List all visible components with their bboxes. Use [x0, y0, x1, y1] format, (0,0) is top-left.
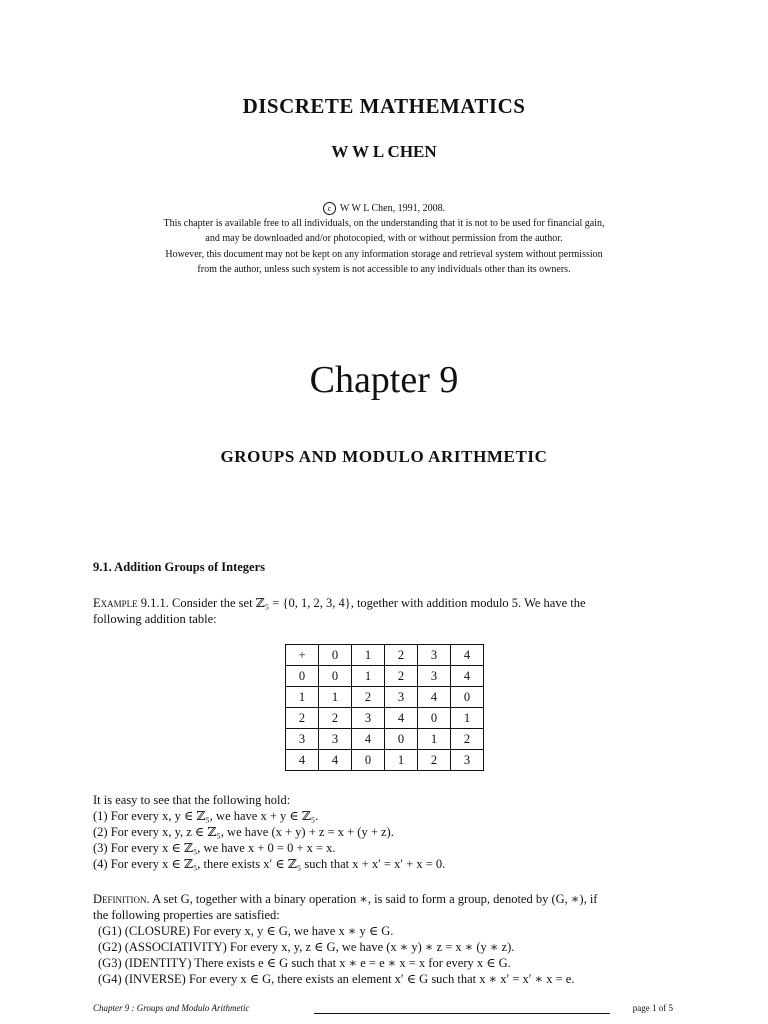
- table-cell: 2: [319, 708, 352, 729]
- table-cell: 3: [385, 687, 418, 708]
- table-cell: 0: [286, 666, 319, 687]
- definition-paragraph: [93, 891, 683, 923]
- table-header-row: [286, 645, 484, 666]
- table-cell: 3: [418, 666, 451, 687]
- chapter-label: Chapter 9: [309, 359, 459, 401]
- copyright-text: W W L Chen, 1991, 2008.: [339, 202, 446, 214]
- list-item: (G3) (IDENTITY) There exists e ∈ G such that x ∗ e = e ∗ x = x for every x ∈ G.: [98, 956, 511, 970]
- table-cell: 1: [385, 750, 418, 771]
- example-text-line1: Consider the set ℤ₅ = {0, 1, 2, 3, 4}, together with addition modulo 5. We have the: [172, 596, 586, 610]
- table-cell: 4: [352, 729, 385, 750]
- definition-text-line2: the following properties are satisfied:: [93, 908, 280, 922]
- table-cell: 4: [286, 750, 319, 771]
- footer-chapter-title: Chapter 9 : Groups and Modulo Arithmetic: [93, 1003, 250, 1013]
- page-number: page 1 of 5: [632, 1003, 673, 1013]
- properties-list: [93, 792, 445, 872]
- table-cell: 4: [319, 750, 352, 771]
- table-cell: 3: [451, 750, 484, 771]
- table-cell: 0: [385, 729, 418, 750]
- table-cell: 4: [385, 708, 418, 729]
- table-row: [286, 729, 484, 750]
- list-item: (G1) (CLOSURE) For every x, y ∈ G, we have x ∗ y ∈ G.: [98, 924, 394, 938]
- table-cell: 2: [352, 687, 385, 708]
- notice-line: and may be downloaded and/or photocopied, with or without permission from the author.: [205, 233, 563, 245]
- license-notice: [0, 216, 768, 277]
- table-cell: 3: [286, 729, 319, 750]
- example-paragraph: [93, 595, 683, 627]
- addition-table: [285, 644, 484, 771]
- definition-text-line1: A set G, together with a binary operation ∗, is said to form a group, denoted by (G, ∗), if: [152, 892, 598, 906]
- book-title: DISCRETE MATHEMATICS: [242, 94, 526, 118]
- table-cell: 2: [385, 666, 418, 687]
- author-name: W W L CHEN: [331, 142, 437, 161]
- table-cell: 0: [319, 666, 352, 687]
- example-label: Example 9.1.1.: [93, 596, 169, 610]
- list-item: (3) For every x ∈ ℤ₅, we have x + 0 = 0 + x = x.: [93, 841, 336, 855]
- copyright-line: [0, 202, 768, 215]
- section-heading: 9.1. Addition Groups of Integers: [93, 560, 266, 574]
- group-axioms-list: [98, 923, 574, 987]
- definition-label: Definition.: [93, 892, 150, 906]
- notice-line: However, this document may not be kept on any information storage and retrieval system without permission: [165, 248, 603, 260]
- list-item: (G2) (ASSOCIATIVITY) For every x, y, z ∈ G, we have (x ∗ y) ∗ z = x ∗ (y ∗ z).: [98, 940, 515, 954]
- table-cell: 2: [385, 645, 418, 666]
- table-row: [286, 708, 484, 729]
- table-cell: 4: [451, 666, 484, 687]
- table-cell: 3: [352, 708, 385, 729]
- table-cell: 3: [319, 729, 352, 750]
- table-row: [286, 750, 484, 771]
- table-cell: 4: [418, 687, 451, 708]
- table-cell: 3: [418, 645, 451, 666]
- notice-line: from the author, unless such system is not accessible to any individuals other than its owners.: [197, 263, 571, 275]
- table-cell: 4: [451, 645, 484, 666]
- footer-divider: [314, 1013, 610, 1014]
- table-cell: 2: [286, 708, 319, 729]
- properties-intro: It is easy to see that the following hold:: [93, 793, 291, 807]
- list-item: (2) For every x, y, z ∈ ℤ₅, we have (x + y) + z = x + (y + z).: [93, 825, 394, 839]
- table-cell: 0: [352, 750, 385, 771]
- table-cell: +: [286, 645, 319, 666]
- table-row: [286, 666, 484, 687]
- table-cell: 1: [352, 666, 385, 687]
- table-cell: 1: [451, 708, 484, 729]
- table-cell: 1: [319, 687, 352, 708]
- table-cell: 2: [451, 729, 484, 750]
- table-row: [286, 687, 484, 708]
- table-cell: 1: [352, 645, 385, 666]
- list-item: (1) For every x, y ∈ ℤ₅, we have x + y ∈ ℤ₅.: [93, 809, 319, 823]
- example-text-line2: following addition table:: [93, 612, 217, 626]
- table-cell: 1: [286, 687, 319, 708]
- table-cell: 2: [418, 750, 451, 771]
- table-cell: 0: [319, 645, 352, 666]
- list-item: (G4) (INVERSE) For every x ∈ G, there exists an element x′ ∈ G such that x ∗ x′ = x′ ∗ x = e.: [98, 972, 575, 986]
- chapter-title: GROUPS AND MODULO ARITHMETIC: [220, 447, 548, 466]
- table-cell: 0: [418, 708, 451, 729]
- notice-line: This chapter is available free to all individuals, on the understanding that it is not to be used for financial gain,: [163, 218, 605, 229]
- table-cell: 0: [451, 687, 484, 708]
- table-cell: 1: [418, 729, 451, 750]
- list-item: (4) For every x ∈ ℤ₅, there exists x′ ∈ ℤ₅ such that x + x′ = x′ + x = 0.: [93, 857, 446, 871]
- copyright-icon: c: [323, 202, 336, 215]
